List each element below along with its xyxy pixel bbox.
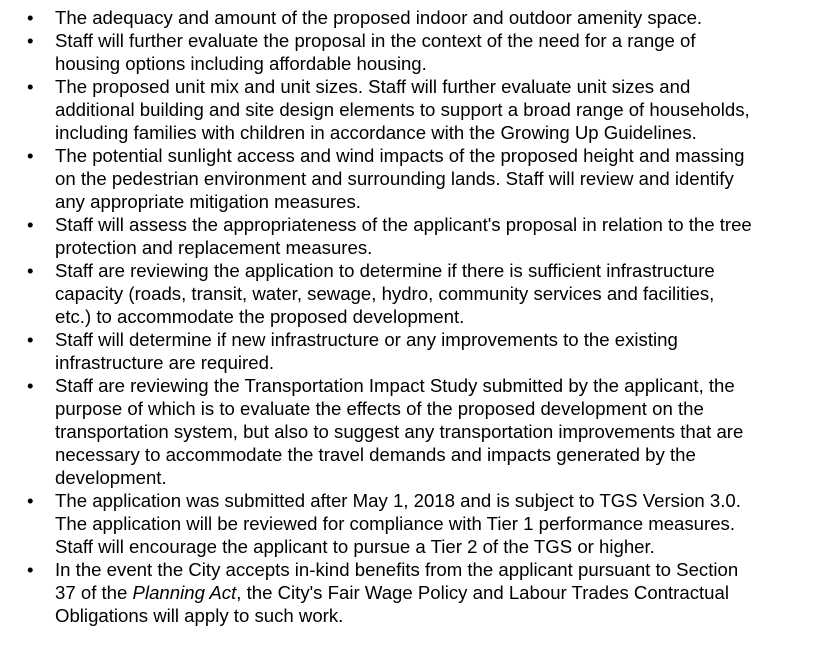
text-line: The proposed unit mix and unit sizes. Staff will further evaluate unit sizes and [55, 76, 691, 97]
bullet-marker: • [27, 7, 34, 28]
text-line: Staff will assess the appropriateness of the applicant's proposal in relation to the tree [55, 214, 752, 235]
text-line: Staff are reviewing the Transportation Impact Study submitted by the applicant, the [55, 375, 735, 396]
bullet-marker: • [27, 76, 34, 97]
text-line: The application will be reviewed for compliance with Tier 1 performance measures. [55, 513, 736, 534]
list-item [0, 75, 821, 144]
bullet-marker: • [27, 214, 34, 235]
text-line: additional building and site design elements to support a broad range of households, [55, 99, 750, 120]
text-line: capacity (roads, transit, water, sewage, hydro, community services and facilities, [55, 283, 715, 304]
text-line: necessary to accommodate the travel demands and impacts generated by the [55, 444, 696, 465]
bullet-marker: • [27, 30, 34, 51]
text-line: protection and replacement measures. [55, 237, 373, 258]
text-line: The application was submitted after May 1, 2018 and is subject to TGS Version 3.0. [55, 490, 741, 511]
text-line: including families with children in accordance with the Growing Up Guidelines. [55, 122, 697, 143]
list-item [0, 6, 821, 29]
text-line: Staff will encourage the applicant to pursue a Tier 2 of the TGS or higher. [55, 536, 655, 557]
list-item [0, 213, 821, 259]
text-line: any appropriate mitigation measures. [55, 191, 361, 212]
list-item [0, 558, 821, 627]
text-line: In the event the City accepts in-kind benefits from the applicant pursuant to Section [55, 559, 739, 580]
bullet-marker: • [27, 559, 34, 580]
text-line: Staff will further evaluate the proposal in the context of the need for a range of [55, 30, 696, 51]
list-item [0, 489, 821, 558]
text-line: Obligations will apply to such work. [55, 605, 344, 626]
text-line: transportation system, but also to suggest any transportation improvements that are [55, 421, 744, 442]
text-line: The adequacy and amount of the proposed indoor and outdoor amenity space. [55, 7, 703, 28]
bullet-marker: • [27, 375, 34, 396]
document-body [0, 6, 821, 627]
bullet-marker: • [27, 260, 34, 281]
bullet-list [0, 6, 821, 627]
text-line: purpose of which is to evaluate the effects of the proposed development on the [55, 398, 704, 419]
list-item [0, 328, 821, 374]
text-line: The potential sunlight access and wind impacts of the proposed height and massing [55, 145, 745, 166]
bullet-marker: • [27, 490, 34, 511]
list-item [0, 144, 821, 213]
list-item [0, 374, 821, 489]
text-line: housing options including affordable housing. [55, 53, 427, 74]
text-line: on the pedestrian environment and surrounding lands. Staff will review and identify [55, 168, 734, 189]
text-line: infrastructure are required. [55, 352, 275, 373]
text-line: Staff are reviewing the application to determine if there is sufficient infrastructure [55, 260, 715, 281]
text-line [55, 581, 813, 604]
text-segment: , the City's Fair Wage Policy and Labour Trades Contractual [236, 582, 729, 603]
text-line: development. [55, 467, 167, 488]
text-line: Staff will determine if new infrastructure or any improvements to the existing [55, 329, 678, 350]
list-item [0, 29, 821, 75]
bullet-marker: • [27, 145, 34, 166]
bullet-marker: • [27, 329, 34, 350]
list-item [0, 259, 821, 328]
text-line: etc.) to accommodate the proposed development. [55, 306, 465, 327]
act-title-italic: Planning Act [132, 582, 237, 603]
text-segment: 37 of the [55, 582, 133, 603]
